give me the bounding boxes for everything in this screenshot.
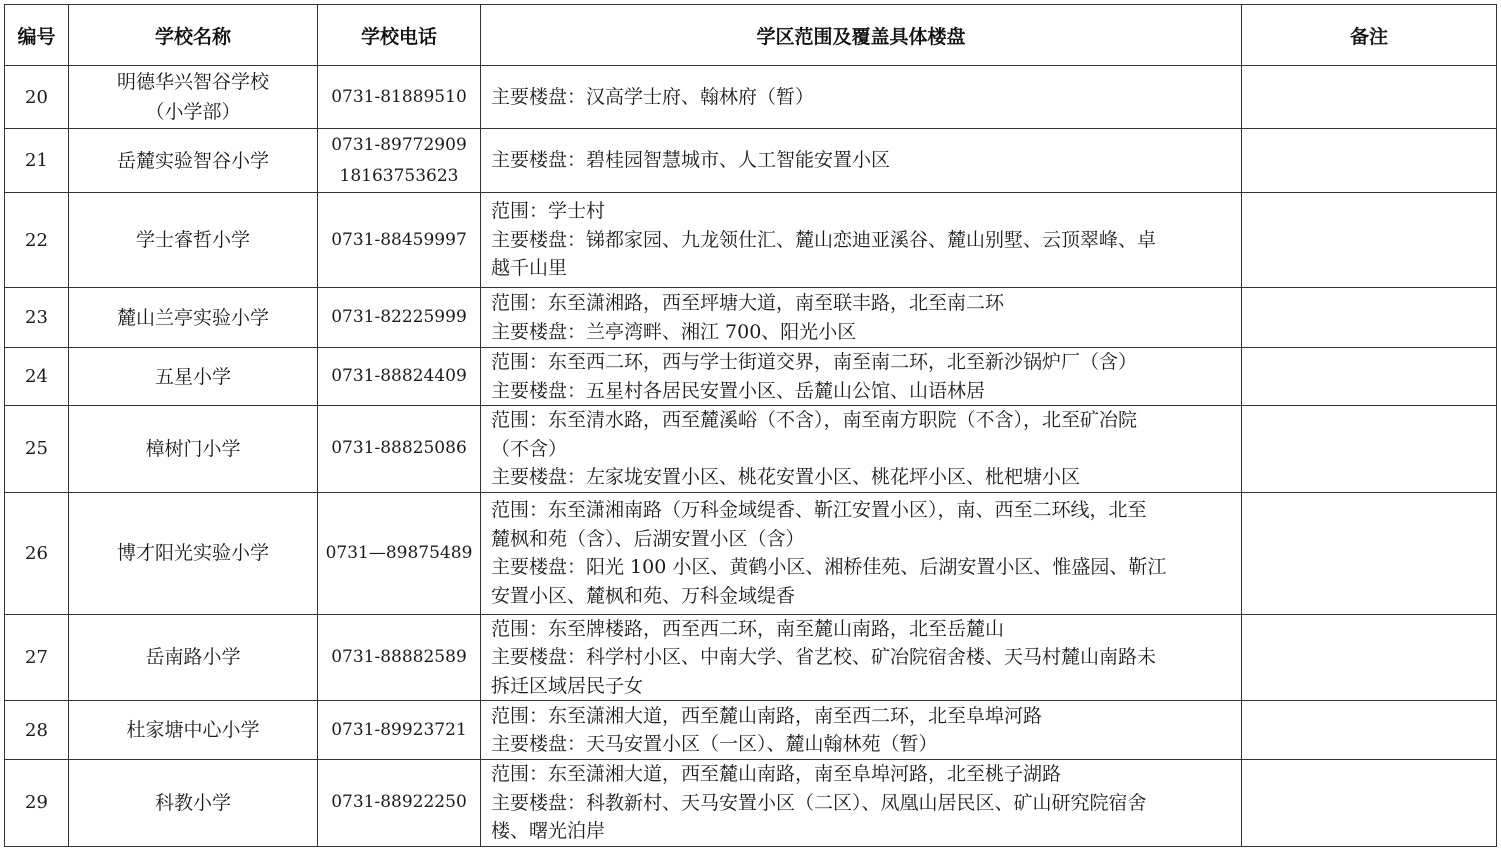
cell-district-scope-line: 越千山里: [491, 257, 568, 280]
table-header-row: [5, 5, 1497, 66]
table-body: [5, 66, 1497, 847]
cell-district-scope-line: 范围：东至西二环，西与学士街道交界，南至南二环，北至新沙锅炉厂（含）: [491, 351, 1138, 373]
school-district-table: [4, 4, 1497, 847]
header-remarks: 备注: [1242, 5, 1497, 66]
cell-school-phone: [318, 129, 481, 193]
cell-remarks: [1242, 288, 1497, 348]
cell-school-phone: [318, 288, 481, 348]
cell-school-name-line: 五星小学: [154, 365, 231, 388]
cell-school-name-line: 岳麓实验智谷小学: [116, 149, 269, 172]
header-number: 编号: [5, 5, 69, 66]
cell-district-scope: [481, 66, 1242, 129]
header-district-scope: 学区范围及覆盖具体楼盘: [481, 5, 1242, 66]
cell-remarks: [1242, 348, 1497, 406]
cell-district-scope-line: 范围：东至潇湘南路（万科金域缇香、靳江安置小区），南、西至二环线，北至: [491, 499, 1147, 521]
cell-remarks: [1242, 760, 1497, 847]
cell-district-scope-line: 主要楼盘：天马安置小区（一区）、麓山翰林苑（暂）: [491, 733, 938, 755]
cell-district-scope: [481, 492, 1242, 614]
cell-district-scope: [481, 701, 1242, 760]
cell-number: 25: [5, 406, 69, 493]
cell-number: 22: [5, 193, 69, 288]
cell-district-scope: [481, 406, 1242, 493]
cell-district-scope-line: 主要楼盘：锑都家园、九龙领仕汇、麓山恋迪亚溪谷、麓山别墅、云顶翠峰、卓: [491, 228, 1157, 251]
cell-district-scope-line: 范围：东至潇湘路，西至坪塘大道，南至联丰路，北至南二环: [491, 292, 1005, 314]
cell-district-scope-line: 范围：学士村: [491, 200, 606, 223]
table-row: [5, 492, 1497, 614]
table-row: [5, 66, 1497, 129]
cell-district-scope-line: 麓枫和苑（含）、后湖安置小区（含）: [491, 527, 805, 550]
cell-district-scope: [481, 348, 1242, 406]
cell-school-phone: [318, 193, 481, 288]
cell-school-phone-line: 0731-89772909: [331, 134, 467, 155]
cell-district-scope-line: 主要楼盘：碧桂园智慧城市、人工智能安置小区: [491, 149, 891, 172]
table-row: [5, 406, 1497, 493]
cell-school-phone: [318, 614, 481, 701]
cell-school-phone: [318, 760, 481, 847]
cell-district-scope-line: 安置小区、麓枫和苑、万科金域缇香: [491, 584, 796, 607]
cell-number: 21: [5, 129, 69, 193]
cell-number: 28: [5, 701, 69, 760]
cell-school-name-line: 岳南路小学: [145, 646, 241, 669]
cell-district-scope-line: 范围：东至潇湘大道，西至麓山南路，南至阜埠河路，北至桃子湖路: [491, 763, 1062, 785]
cell-remarks: [1242, 129, 1497, 193]
cell-school-phone: [318, 348, 481, 406]
cell-school-phone-line: 0731-88459997: [331, 229, 467, 250]
cell-remarks: [1242, 614, 1497, 701]
cell-school-name: [69, 288, 318, 348]
cell-remarks: [1242, 66, 1497, 129]
table-row: [5, 288, 1497, 348]
school-district-table-container: [4, 4, 1497, 847]
cell-school-phone: [318, 406, 481, 493]
cell-school-name: [69, 193, 318, 288]
cell-district-scope-line: 主要楼盘：五星村各居民安置小区、岳麓山公馆、山语林居: [491, 379, 986, 402]
cell-district-scope-line: 范围：东至潇湘大道，西至麓山南路，南至西二环，北至阜埠河路: [491, 704, 1043, 727]
cell-school-phone-line: 0731-89923721: [331, 719, 467, 740]
cell-school-phone-line: 18163753623: [339, 165, 459, 186]
cell-school-name: [69, 760, 318, 847]
cell-school-name: [69, 66, 318, 129]
cell-school-name-line: 博才阳光实验小学: [116, 542, 269, 564]
cell-school-name: [69, 406, 318, 493]
cell-number: 29: [5, 760, 69, 847]
header-school-name: 学校名称: [69, 5, 318, 66]
cell-district-scope-line: 主要楼盘：汉高学士府、翰林府（暂）: [491, 85, 815, 108]
cell-remarks: [1242, 406, 1497, 493]
table-row: [5, 348, 1497, 406]
cell-school-name-line: 学士睿哲小学: [135, 229, 250, 251]
cell-number: 27: [5, 614, 69, 701]
cell-school-phone-line: 0731—89875489: [325, 542, 473, 563]
table-row: [5, 701, 1497, 760]
cell-school-name-line: 麓山兰亭实验小学: [116, 306, 269, 329]
cell-number: 23: [5, 288, 69, 348]
cell-school-name: [69, 129, 318, 193]
cell-school-phone: [318, 492, 481, 614]
cell-district-scope-line: 主要楼盘：兰亭湾畔、湘江 700、阳光小区: [491, 320, 857, 343]
cell-district-scope: [481, 129, 1242, 193]
cell-school-phone-line: 0731-88825086: [331, 438, 467, 459]
cell-district-scope: [481, 760, 1242, 847]
cell-district-scope-line: 主要楼盘：阳光 100 小区、黄鹤小区、湘桥佳苑、后湖安置小区、惟盛园、靳江: [491, 556, 1167, 578]
table-row: [5, 760, 1497, 847]
cell-school-phone: [318, 701, 481, 760]
cell-district-scope-line: 楼、曙光泊岸: [491, 820, 606, 842]
cell-school-phone-line: 0731-81889510: [331, 86, 467, 107]
cell-district-scope-line: （不含）: [491, 437, 568, 460]
cell-school-name: [69, 701, 318, 760]
cell-school-phone-line: 0731-82225999: [331, 307, 467, 327]
cell-school-name: [69, 348, 318, 406]
cell-school-name-line: 科教小学: [154, 791, 231, 814]
cell-district-scope: [481, 614, 1242, 701]
table-row: [5, 614, 1497, 701]
cell-number: 24: [5, 348, 69, 406]
cell-district-scope-line: 范围：东至清水路，西至麓溪峪（不含），南至南方职院（不含），北至矿冶院: [491, 409, 1138, 431]
table-row: [5, 129, 1497, 193]
cell-number: 20: [5, 66, 69, 129]
cell-school-name: [69, 492, 318, 614]
cell-school-name-line: （小学部）: [145, 101, 241, 123]
cell-district-scope: [481, 288, 1242, 348]
cell-school-name-line: 明德华兴智谷学校: [116, 71, 269, 93]
cell-number: 26: [5, 492, 69, 614]
cell-district-scope-line: 主要楼盘：科教新村、天马安置小区（二区）、凤凰山居民区、矿山研究院宿舍: [491, 791, 1147, 814]
cell-district-scope-line: 主要楼盘：科学村小区、中南大学、省艺校、矿冶院宿舍楼、天马村麓山南路未: [491, 646, 1157, 668]
cell-school-name-line: 樟树门小学: [145, 437, 241, 460]
cell-school-phone-line: 0731-88824409: [331, 366, 467, 386]
cell-school-phone-line: 0731-88882589: [331, 646, 467, 667]
cell-school-phone: [318, 66, 481, 129]
table-row: [5, 193, 1497, 288]
cell-school-phone-line: 0731-88922250: [331, 792, 467, 813]
cell-district-scope: [481, 193, 1242, 288]
cell-remarks: [1242, 193, 1497, 288]
cell-remarks: [1242, 492, 1497, 614]
cell-district-scope-line: 主要楼盘：左家垅安置小区、桃花安置小区、桃花坪小区、枇杷塘小区: [491, 466, 1081, 488]
cell-remarks: [1242, 701, 1497, 760]
cell-school-name-line: 杜家塘中心小学: [126, 719, 260, 741]
cell-district-scope-line: 范围：东至牌楼路，西至西二环，南至麓山南路，北至岳麓山: [491, 617, 1005, 640]
cell-district-scope-line: 拆迁区域居民子女: [491, 674, 644, 697]
cell-school-name: [69, 614, 318, 701]
header-school-phone: 学校电话: [318, 5, 481, 66]
